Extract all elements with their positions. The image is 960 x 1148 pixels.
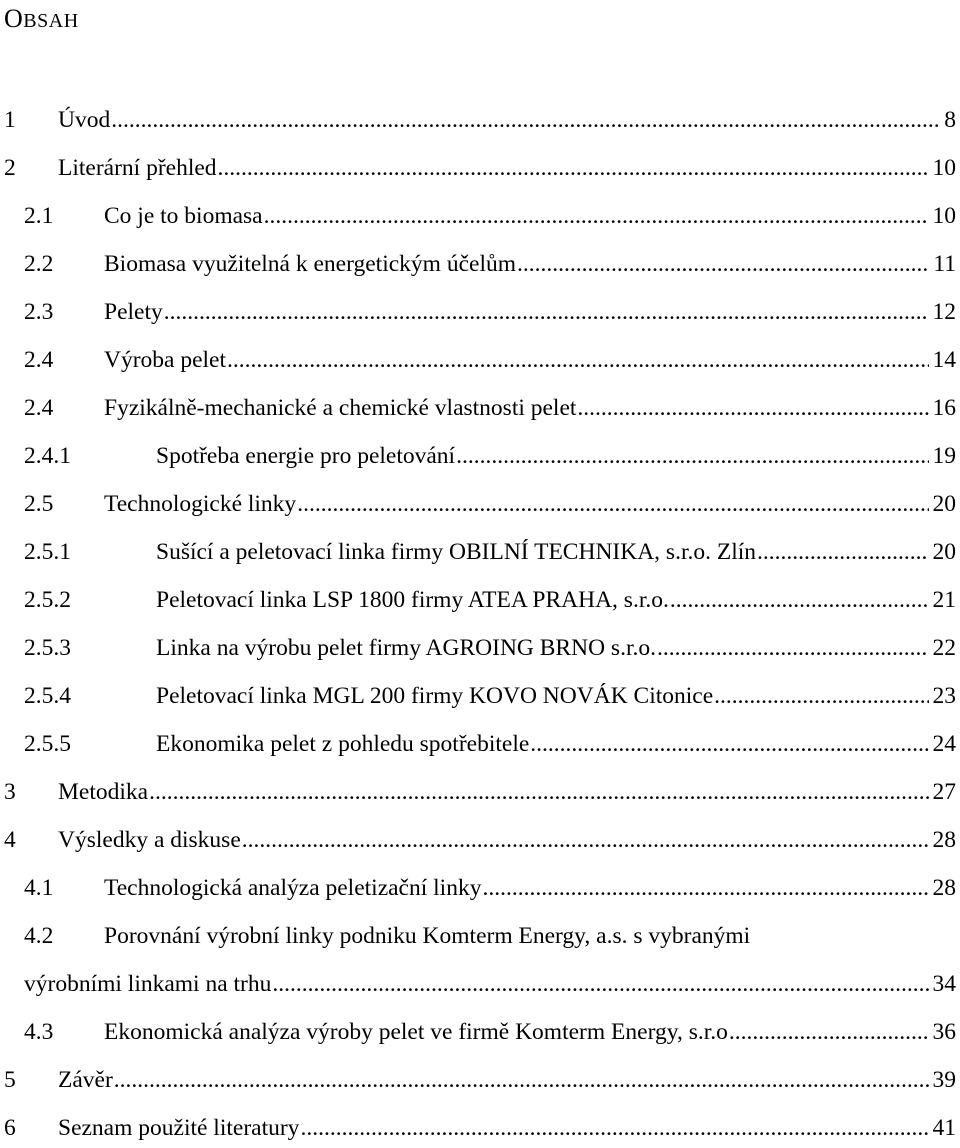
toc-entry-page: 11 (933, 251, 956, 277)
toc-leader-dots (110, 106, 940, 134)
toc-entry-title: Závěr (58, 1067, 113, 1093)
page-title-rest: BSAH (23, 10, 79, 32)
toc-entry-number: 1 (4, 107, 16, 133)
toc-leader-dots (113, 1066, 929, 1094)
toc-leader-dots (148, 778, 928, 806)
toc-leader-dots (713, 682, 928, 710)
toc-entry-page: 16 (932, 395, 956, 421)
toc-leader-dots (299, 1114, 928, 1142)
toc-entry-title: Porovnání výrobní linky podniku Komterm Energy, a.s. s vybranými (104, 923, 751, 949)
toc-entry-number: 4.2 (24, 923, 54, 949)
toc-entry-title: Ekonomická analýza výroby pelet ve firmě Komterm Energy, s.r.o (104, 1019, 728, 1045)
toc-entry-title: Peletovací linka LSP 1800 firmy ATEA PRAHA, s.r.o. (156, 587, 669, 613)
toc-entry-number: 5 (4, 1067, 16, 1093)
toc-leader-dots (163, 298, 929, 326)
toc-entry-page: 27 (932, 779, 956, 805)
toc-entry-number: 2 (4, 155, 16, 181)
toc-entry-number: 6 (4, 1115, 16, 1141)
toc-entry-number: 2.4.1 (24, 443, 71, 469)
toc-entry-number: 2.4 (24, 347, 54, 373)
toc-entry[interactable] (0, 910, 960, 950)
toc-entry-number: 3 (4, 779, 16, 805)
toc-entry[interactable] (0, 526, 960, 566)
toc-entry[interactable] (0, 622, 960, 662)
toc-entry[interactable] (0, 190, 960, 230)
toc-leader-dots (296, 490, 928, 518)
toc-entry[interactable] (0, 142, 960, 182)
toc-entry-title: Peletovací linka MGL 200 firmy KOVO NOVÁK Citonice (156, 683, 714, 709)
toc-leader-dots (455, 442, 928, 470)
toc-entry-page: 36 (932, 1019, 956, 1045)
toc-entry[interactable] (0, 1054, 960, 1094)
toc-entry-title: Ekonomika pelet z pohledu spotřebitele (156, 731, 530, 757)
toc-leader-dots (756, 538, 928, 566)
toc-entry-number: 2.5.4 (24, 683, 71, 709)
toc-entry[interactable] (0, 382, 960, 422)
toc-entry-number: 2.2 (24, 251, 54, 277)
toc-leader-dots (529, 730, 928, 758)
toc-entry-title: Pelety (104, 299, 163, 325)
toc-entry-page: 28 (932, 827, 956, 853)
toc-leader-dots (263, 202, 929, 230)
toc-entry-page: 21 (932, 587, 956, 613)
toc-entry-number: 4 (4, 827, 16, 853)
toc-entry[interactable] (0, 574, 960, 614)
toc-entry[interactable] (0, 334, 960, 374)
toc-leader-dots (481, 874, 928, 902)
toc-entry-page: 41 (932, 1115, 956, 1141)
toc-entry-number: 2.3 (24, 299, 54, 325)
toc-entry-page: 23 (932, 683, 956, 709)
toc-entry-number: 2.5.5 (24, 731, 71, 757)
toc-entry-page: 20 (932, 491, 956, 517)
toc-entry-title: výrobními linkami na trhu (24, 971, 272, 997)
toc-entry-title: Úvod (58, 107, 111, 133)
toc-leader-dots (516, 250, 929, 278)
toc-entry-title: Sušící a peletovací linka firmy OBILNÍ TECHNIKA, s.r.o. Zlín (156, 539, 757, 565)
toc-entry[interactable] (0, 766, 960, 806)
toc-entry-title: Seznam použité literatury (58, 1115, 300, 1141)
toc-entry[interactable] (0, 670, 960, 710)
toc-leader-dots (669, 586, 929, 614)
toc-entry-title: Technologická analýza peletizační linky (104, 875, 482, 901)
toc-entry-title: Spotřeba energie pro peletování (156, 443, 456, 469)
toc-entry[interactable] (0, 94, 960, 134)
toc-entry-number: 2.5.3 (24, 635, 71, 661)
toc-entry-title: Metodika (58, 779, 149, 805)
toc-entry-page: 28 (932, 875, 956, 901)
toc-entry-title: Technologické linky (104, 491, 297, 517)
toc-entry-page: 10 (932, 155, 956, 181)
page-title-initial: O (4, 4, 24, 33)
toc-leader-dots (241, 826, 929, 854)
toc-entry-number: 2.5 (24, 491, 54, 517)
toc-entry-title: Výroba pelet (104, 347, 227, 373)
toc-entry[interactable] (0, 430, 960, 470)
toc-entry-number: 4.3 (24, 1019, 54, 1045)
toc-entry-page: 14 (932, 347, 956, 373)
toc-leader-dots (226, 346, 928, 374)
toc-entry[interactable] (0, 286, 960, 326)
toc-entry-number: 4.1 (24, 875, 54, 901)
toc-entry-title: Biomasa využitelná k energetickým účelům (104, 251, 516, 277)
toc-leader-dots (271, 970, 928, 998)
toc-entry-number: 2.4 (24, 395, 54, 421)
toc-entry-title: Fyzikálně-mechanické a chemické vlastnosti pelet (104, 395, 577, 421)
toc-entry-title: Co je to biomasa (104, 203, 263, 229)
toc-entry-title: Linka na výrobu pelet firmy AGROING BRNO s.r.o. (156, 635, 656, 661)
toc-entry-title: Literární přehled (58, 155, 217, 181)
toc-entry[interactable] (0, 238, 960, 278)
toc-entry-page: 34 (932, 971, 956, 997)
toc-entry-page: 39 (932, 1067, 956, 1093)
toc-leader-dots (728, 1018, 929, 1046)
toc-entry-page: 22 (932, 635, 956, 661)
toc-entry-page: 19 (932, 443, 956, 469)
toc-leader-dots (217, 154, 929, 182)
toc-entry-page: 24 (932, 731, 956, 757)
toc-entry[interactable] (0, 478, 960, 518)
toc-entry-number: 2.1 (24, 203, 54, 229)
toc-entry[interactable] (0, 718, 960, 758)
toc-leader-dots (576, 394, 928, 422)
toc-entry-page: 20 (932, 539, 956, 565)
toc-entry-page: 10 (932, 203, 956, 229)
toc-entry-number: 2.5.1 (24, 539, 71, 565)
toc-entry[interactable] (0, 1006, 960, 1046)
toc-entry[interactable] (0, 1102, 960, 1142)
toc-entry-title: Výsledky a diskuse (58, 827, 241, 853)
page-title (4, 4, 79, 36)
toc-entry-page: 12 (932, 299, 956, 325)
toc-entry[interactable] (0, 814, 960, 854)
toc-entry[interactable] (0, 862, 960, 902)
toc-entry-number: 2.5.2 (24, 587, 71, 613)
toc-entry-page: 8 (944, 107, 956, 133)
toc-entry-continuation[interactable] (0, 958, 960, 998)
toc-leader-dots (656, 634, 929, 662)
